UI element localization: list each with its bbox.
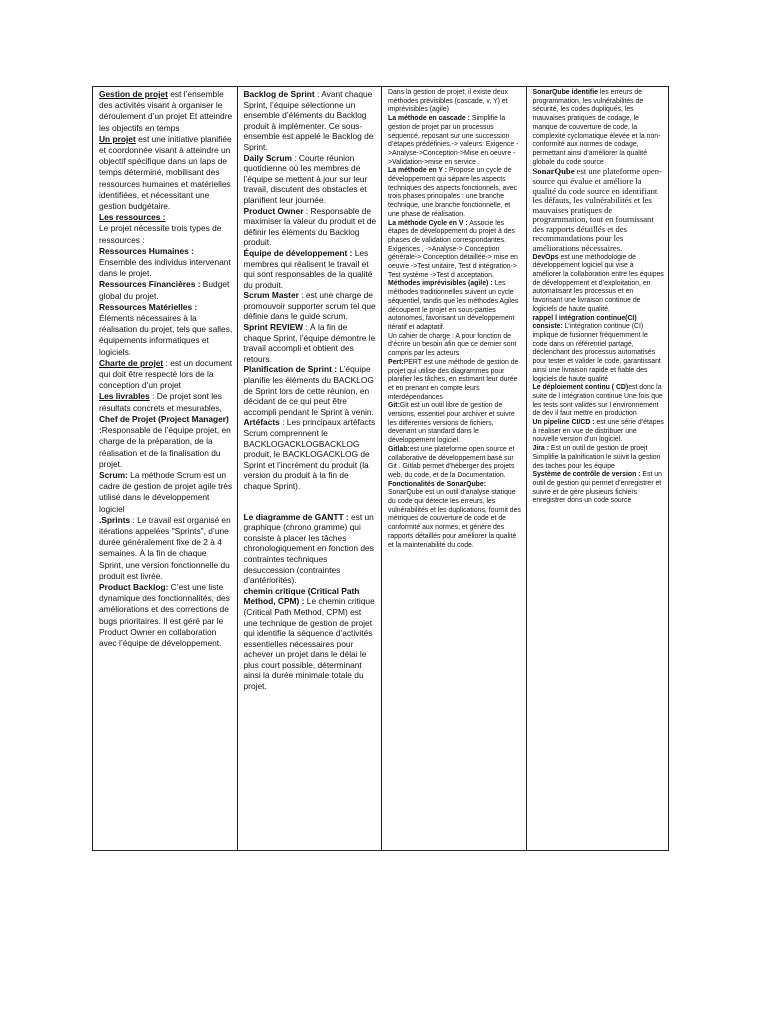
column-2 <box>238 87 383 850</box>
term-heading: Chef de Projet (Project Manager) : <box>99 413 229 436</box>
term-heading: Scrum Master <box>243 290 299 301</box>
paragraph <box>99 279 233 301</box>
term-heading: Backlog de Sprint <box>243 89 315 99</box>
term-heading: Jira : <box>532 445 549 453</box>
term-heading: Ressources Matérielles : <box>99 301 198 312</box>
paragraph <box>388 446 522 481</box>
paragraph <box>388 333 522 359</box>
term-heading: La méthode en cascade : <box>388 115 470 123</box>
paragraph <box>244 364 378 417</box>
term-text: Est un outil de gestion qui permet d’enregistrer et suivre et de gère plusieurs fichiers enregistrer dons un code source <box>532 471 662 505</box>
paragraph <box>99 134 233 212</box>
paragraph <box>99 470 233 515</box>
term-text: Le projet nécessite trois types de ressources : <box>99 223 222 245</box>
term-heading: Ressources Humaines : <box>99 245 194 256</box>
paragraph <box>99 89 233 134</box>
paragraph <box>388 481 522 551</box>
paragraph <box>388 167 522 219</box>
term-heading: Sprint REVIEW <box>243 322 304 333</box>
term-text: Associe les étapes de développement du projet à des phases de validation correspondantes. Exigences , ->Analyse-> Conception générale-> Conception détaillée-> mise en oeuvre ->Test unitaire, Test d intégration-> Test système ->Test d acceptation. <box>388 219 518 279</box>
term-text: Propose un cycle de développement qui sépare les aspects techniques des aspects fonctionnels, avec trois phases principales : une branche technique, une branche fonctionnelle, et une phase de réalisation. <box>388 167 518 218</box>
term-heading: Un projet <box>99 133 136 144</box>
term-text: : est une charge de promouvoir supporter scrum tel que définie dans le guide scrum. <box>243 290 376 322</box>
paragraph <box>244 206 378 248</box>
paragraph <box>533 419 665 445</box>
paragraph <box>244 290 378 322</box>
paragraph <box>99 223 233 245</box>
paragraph <box>533 315 665 385</box>
term-heading: Product Owner <box>243 205 304 216</box>
term-heading: Daily Scrum <box>243 152 292 163</box>
term-text: C’est une liste dynamique des fonctionnalités, des améliorations et des corrections de bugs prioritaires. Il est géré par le Product Owner en collaboration avec l’équipe de développement. <box>99 581 230 648</box>
term-text: : De projet sont les résultats concrets et mesurables, <box>99 391 222 413</box>
term-text: : est un document qui doit être respecté lors de la conception d’un projet <box>99 357 233 391</box>
term-text: les erreurs de programmation, les vulnérabilités de sécurité, les codes dupliqués, les mauvaises pratiques de codage, le manque de couverture de code, la complexité cyclomatique élevée et la non-conformité aux normes de codage, permettant ainsi d’améliorer la qualité globale du code source <box>532 89 661 166</box>
term-text: Git est un outil libre de gestion de versions, essentiel pour archiver et suivre les différentes versions de fichiers, devenant un standard dans le développement logiciel. <box>388 402 515 445</box>
paragraph <box>533 445 665 471</box>
term-heading: Planification de Sprint : <box>243 364 338 375</box>
paragraph <box>99 391 233 413</box>
term-text: est une série d’étapes à réaliser en vue de distribuer une nouvelle version d’un logiciel. <box>532 419 664 444</box>
term-heading: DevOps <box>532 253 559 261</box>
paragraph <box>388 280 522 332</box>
term-text: Les membres qui réalisent le travail et qui sont responsables de la qualité du produit. <box>243 247 373 290</box>
term-heading: Git: <box>388 402 400 410</box>
paragraph <box>244 417 378 491</box>
term-heading: rappel l intégration continue(CI) consiste: <box>532 314 637 331</box>
term-heading: Scrum: <box>99 469 128 480</box>
term-heading: Gitlab: <box>388 445 410 453</box>
term-heading: La méthode en Y : <box>388 167 448 175</box>
term-text: PERT est une méthode de gestion de projet qui utilise des diagrammes pour planifier les tâches, en estimant leur durée et en prenant en compte leurs interdépendances <box>388 358 519 401</box>
column-4 <box>527 87 669 850</box>
term-text: Dans la gestion de projet, il existe deux méthodes prévisibles (cascade, v, Y) et imprévisibles (agile) <box>388 89 508 114</box>
term-heading: .Sprints <box>99 514 131 525</box>
term-heading: La méthode Cycle en V : <box>388 219 468 227</box>
sonarqube-paragraph <box>533 167 665 253</box>
paragraph <box>244 153 378 206</box>
column-3 <box>382 87 527 850</box>
paragraph <box>244 512 378 586</box>
term-text: est une plateforme open source et collaborative de développement basé sur Git . Gitlab permet d’héberger des projets web, du code, et de la Documentation. <box>388 445 515 479</box>
paragraph <box>99 212 233 223</box>
term-text: : Courte réunion quotidienne où les membres de l’équipe se mettent à jour sur leur travail, discutent des obstacles et planifient leur journée. <box>243 152 368 205</box>
paragraph <box>388 359 522 403</box>
paragraph <box>99 515 233 582</box>
term-heading: Fonctionalités de SonarQube: <box>388 480 487 488</box>
term-text: SonarQube est un outil d’analyse statique du code qui détecte les erreurs, les vulnérabilités et les duplications, fournit des métriques de couverture de code et de conformité aux normes, et génère des rapports détaillés pour améliorer la qualité et la maintenabilité du code. <box>388 489 521 549</box>
sonarqube-heading: SonarQube <box>532 166 575 177</box>
paragraph <box>533 384 665 419</box>
term-text: est l’ensemble des activités visant à organiser le déroulement d’un projet Et atteindre les objectifs en temps <box>99 89 233 133</box>
term-text: Les méthodes traditionnelles suivent un cycle séquentiel, tandis que les méthodes Agiles découpent le projet en sous-parties autonomes, favorisant un développement itératif et adaptatif. <box>388 280 519 331</box>
paragraph <box>99 358 233 392</box>
term-text: Budget global du projet. <box>99 279 230 301</box>
term-heading: Les livrables <box>99 391 150 402</box>
term-heading: Charte de projet <box>99 357 164 368</box>
term-heading: Équipe de développement : <box>243 247 353 258</box>
term-text: : Les principaux artéfacts Scrum comprennent le BACKLOGACKLOGBACKLOG produit, le BACKLOGACKLOG de Sprint et l’incrément du produit (la version du produit à la fin de chaque Sprint). <box>243 417 376 491</box>
term-text: est une méthodologie de développement logiciel qui vise à améliorer la collaboration entre les équipes de développement et d’exploitation, en automatisant les processus et en favorisant une livraison continue de logiciels de haute qualité. <box>532 253 664 313</box>
paragraph <box>244 89 378 153</box>
paragraph <box>244 322 378 364</box>
term-heading: Le diagramme de GANTT : <box>243 511 349 522</box>
term-heading: SonarQube identifie <box>532 89 598 96</box>
term-text: : Avant chaque Sprint, l’équipe sélectionne un ensemble d’éléments du Backlog produit à implémenter. Ce sous-ensemble est appelé le Backlog de Sprint. <box>243 89 374 152</box>
paragraph <box>533 254 665 315</box>
paragraph <box>388 220 522 281</box>
term-heading: Système de contrôle de version : <box>532 471 641 479</box>
term-text: L’équipe planifie les éléments du BACKLOG de Sprint lors de cette réunion, en décidant de ce qui peut être accompli pendant le Sprint à venin. <box>243 364 374 417</box>
term-text: La méthode Scrum est un cadre de gestion de projet agile très utilisé dans le développement logiciel <box>99 469 233 514</box>
paragraph <box>533 471 665 506</box>
paragraph <box>99 302 233 358</box>
term-text: Simplifie la gestion de projet par un processus séquencé, reposant sur une succession d’étapes prédéfinies.-> valeurs: Exigence ->Analyse->Conception->Mise en oeuvre ->Validation->mise en service . <box>388 115 519 166</box>
term-text: Ensemble des individus intervenant dans le projet. <box>99 257 231 279</box>
term-text: L’intégration continue (CI) implique de fusionner fréquemment le code dans un référentiel partagé, déclenchant des processus automatisés pour tester et valider le code, garantissant ainsi une livraison rapide et fiable des logiciels de haute qualité <box>532 323 661 383</box>
document-table <box>92 86 669 851</box>
term-heading: Gestion de projet <box>99 89 168 99</box>
term-heading: Un pipeline CI/CD : <box>532 419 595 427</box>
paragraph <box>99 582 233 649</box>
term-text: : Le travail est organisé en itérations appelées "Sprints", d’une durée généralement fixe de 2 à 4 semaines. À la fin de chaque Sprint, une version fonctionnelle du produit est livrée. <box>99 514 231 581</box>
term-text: Le chemin critique (Critical Path Method, CPM) est une technique de gestion de projet qui identifie la séquence d’activités essentielles nécessaires pour achever un projet dans le délai le plus court possible, déterminant ainsi la durée minimale totale du projet. <box>243 596 375 692</box>
term-text: Responsable de l’équipe projet, en charge de la préparation, de la réalisation et de la finalisation du projet. <box>99 425 231 469</box>
term-text: est donc la suite de l intégration continue Une fois que les tests sont validés sur l environnement de dev il faut mettre en production <box>532 384 663 418</box>
term-heading: Le déploiement continu ( CD) <box>532 384 629 392</box>
term-text: : À la fin de chaque Sprint, l’équipe démontre le travail accompli et obtient des retours. <box>243 322 376 364</box>
paragraph <box>244 248 378 290</box>
term-heading: Artéfacts <box>243 417 280 428</box>
paragraph <box>388 115 522 167</box>
term-heading: chemin critique (Critical Path Method, CPM) : <box>243 585 360 607</box>
paragraph <box>533 89 665 167</box>
term-text: Est un outil de gestion de proejt Simplifie la palnification le suivit la gestion des taches pour les équipe <box>532 445 661 470</box>
term-heading: Pert: <box>388 358 404 366</box>
paragraph <box>99 414 233 470</box>
paragraph <box>388 402 522 446</box>
term-text: Un cahier de charge : A pour fonction de d’écrire un besoin afin que ce dernier sont compris par les acteurs <box>388 332 517 358</box>
term-heading: Ressources Financières : <box>99 279 201 290</box>
term-heading: Product Backlog: <box>99 581 169 592</box>
sonarqube-text: est une plateforme open-source qui évalue et améliore la qualité du code source en identifiant les défauts, les vulnérabilités et les mauvaises pratiques de programmation, tout en fournissant des rapports détaillés et des recommandations pour les améliorations nécessaires. <box>532 166 662 254</box>
term-text: est une initiative planifiée et coordonnée visant à atteindre un objectif spécifique dans un laps de temps déterminé, mobilisant des ressources humaines et matérielles identifiées, et nécessitant une gestion budgétaire. <box>99 133 232 212</box>
paragraph <box>388 89 522 115</box>
term-heading: Les ressources : <box>99 212 166 223</box>
column-1 <box>93 87 238 850</box>
paragraph <box>99 246 233 280</box>
paragraph <box>244 586 378 692</box>
term-text: : Responsable de maximiser la valeur du produit et de définir les éléments du Backlog produit. <box>243 205 377 248</box>
term-heading: Méthodes imprévisibles (agile) : <box>388 280 493 288</box>
term-text: Éléments nécessaires à la réalisation du projet, tels que salles, équipements informatiques et logiciels. <box>99 313 233 357</box>
term-text: est un graphique (chrono gramme) qui consiste à placer les tâches chronologiquement en fonction des contraintes techniques desuccession (contraintes d’antériorités). <box>243 511 374 586</box>
